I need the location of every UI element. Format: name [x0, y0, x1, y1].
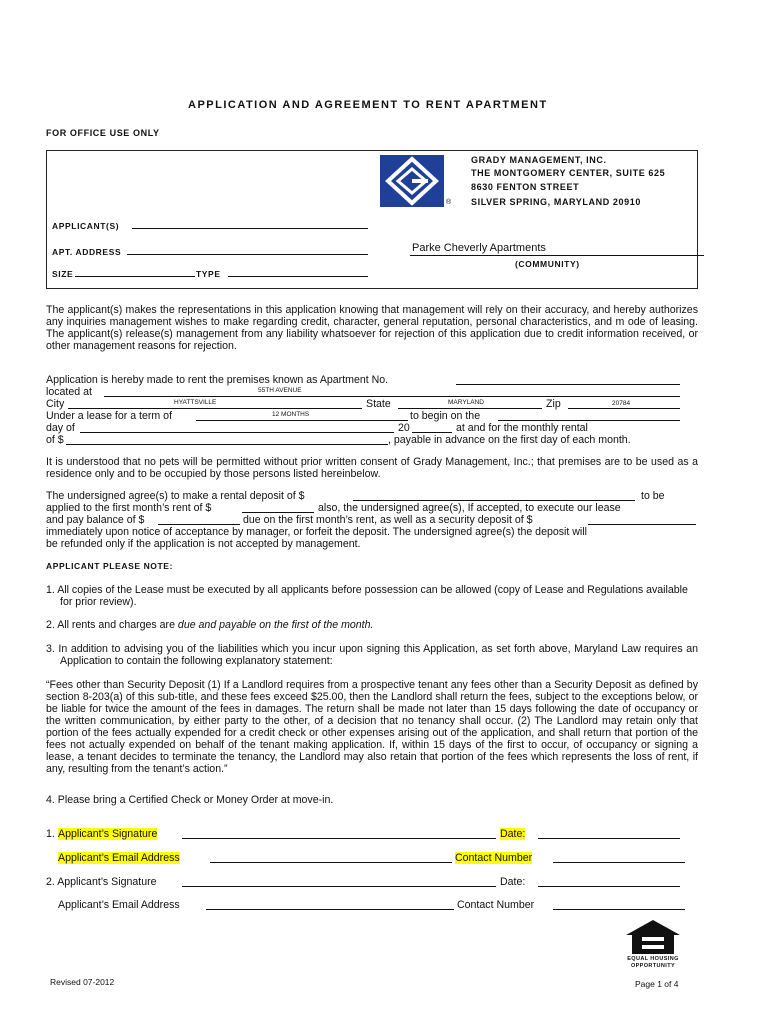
- zip-label: Zip: [546, 398, 561, 410]
- contact-2-label: Contact Number: [457, 899, 535, 911]
- note-3: 3. In addition to advising you of the liabilities which you incur upon signing this Application, as set forth above, Maryland Law requires an Application to contain the following explanatory statement:: [46, 643, 698, 667]
- state-field[interactable]: [398, 408, 542, 409]
- contact-1-label: Contact Number: [455, 852, 533, 864]
- signature-1-date-field[interactable]: [538, 838, 680, 839]
- lease-term-field[interactable]: [196, 420, 408, 421]
- pets-paragraph: It is understood that no pets will be permitted without prior written consent of Grady Management, Inc.; that premises are to be used as a residence only and to be occupied by those persons listed hereinbelow.: [46, 456, 698, 480]
- state-value: MARYLAND: [448, 399, 485, 406]
- contact-1-field[interactable]: [553, 862, 685, 863]
- email-1-label: Applicant’s Email Address: [58, 852, 180, 864]
- community-field[interactable]: [410, 255, 704, 256]
- payable-text: , payable in advance on the first day of each month.: [388, 434, 631, 446]
- deposit-line-2b: also, the undersigned agree(s), If accepted, to execute our lease: [318, 502, 621, 514]
- revised-date: Revised 07-2012: [50, 977, 115, 987]
- premises-line-1: Application is hereby made to rent the premises known as Apartment No.: [46, 374, 389, 386]
- signature-2-field[interactable]: [182, 886, 496, 887]
- eho-line-1: EQUAL HOUSING: [627, 956, 679, 962]
- note-heading: APPLICANT PLEASE NOTE:: [46, 561, 174, 571]
- first-month-rent-field[interactable]: [242, 512, 314, 513]
- rental-label: at and for the monthly rental: [456, 422, 588, 434]
- signature-1-date-label: Date:: [500, 828, 526, 840]
- contact-2-field[interactable]: [553, 909, 685, 910]
- applicants-label: APPLICANT(S): [52, 221, 120, 231]
- signature-2-date-label: Date:: [500, 876, 526, 888]
- note-1: 1. All copies of the Lease must be executed by all applicants before possession can be allowed (copy of Lease and Regulations available for prior review).: [46, 584, 688, 608]
- signature-1-label: Applicant’s Signature: [58, 828, 158, 840]
- zip-field[interactable]: [568, 408, 680, 409]
- note-2-text: 2. All rents and charges are: [46, 619, 178, 631]
- year-prefix: 20: [398, 422, 410, 434]
- grady-logo: [380, 155, 444, 207]
- deposit-line-2a: applied to the first month’s rent of $: [46, 502, 212, 514]
- registered-mark: ®: [446, 199, 452, 206]
- begin-field[interactable]: [498, 420, 680, 421]
- city-value: HYATTSVILLE: [174, 399, 217, 406]
- balance-field[interactable]: [158, 524, 240, 525]
- deposit-line-5: be refunded only if the application is not accepted by management.: [46, 538, 361, 550]
- page-title: APPLICATION AND AGREEMENT TO RENT APARTMENT: [188, 99, 548, 111]
- company-address-1: THE MONTGOMERY CENTER, SUITE 625: [471, 168, 666, 178]
- email-1-field[interactable]: [210, 862, 452, 863]
- maryland-statement: “Fees other than Security Deposit (1) If a Landlord requires from a prospective tenant any fees other than a Security Deposit as defined by section 8-203(a) of this sub-title, and these fees exceed $25.00, then the Landlord shall return the fees, subject to the exceptions below, or be liable for twice the amount of the fees in damages. The return shall be made not later than 15 days following the date of occupancy or the written communication, by either party to the other, of a decision that no tenancy shall occur. (2) The Landlord may retain only that portion of the fees actually expended for a credit check or other expenses arising out of the application, and shall return that portion of the fees not actually expended on behalf of the tenant making application. If, within 15 days of the first to occur, of occupancy or signing a lease, a tenant decides to terminate the tenancy, the Landlord may also retain that portion of the fees which represents the loss of rent, if any, resulting from the tenant’s action.”: [46, 679, 698, 775]
- year-field[interactable]: [412, 432, 452, 433]
- deposit-line-1a: The undersigned agree(s) to make a rental deposit of $: [46, 490, 305, 502]
- community-label: (COMMUNITY): [515, 259, 580, 269]
- deposit-line-3a: and pay balance of $: [46, 514, 145, 526]
- located-at-label: located at: [46, 386, 92, 398]
- lease-term-value: 12 MONTHS: [272, 411, 310, 418]
- email-2-label: Applicant’s Email Address: [58, 899, 180, 911]
- community-value: Parke Cheverly Apartments: [412, 242, 546, 254]
- begin-label: to begin on the: [410, 410, 481, 422]
- email-2-field[interactable]: [206, 909, 454, 910]
- company-address-2: 8630 FENTON STREET: [471, 182, 580, 192]
- equal-housing-house-icon: [624, 919, 682, 955]
- signature-1-field[interactable]: [182, 838, 496, 839]
- company-address-3: SILVER SPRING, MARYLAND 20910: [471, 197, 641, 207]
- apartment-no-field[interactable]: [456, 384, 680, 385]
- state-label: State: [366, 398, 391, 410]
- size-label: SIZE: [52, 269, 74, 279]
- rental-deposit-field[interactable]: [353, 500, 635, 501]
- type-label: TYPE: [196, 269, 221, 279]
- eho-line-2: OPPORTUNITY: [630, 963, 676, 969]
- security-deposit-field[interactable]: [588, 524, 696, 525]
- city-field[interactable]: [68, 408, 362, 409]
- street-value: 55TH AVENUE: [258, 387, 302, 394]
- zip-value: 20784: [612, 400, 631, 407]
- applicants-field[interactable]: [132, 228, 368, 229]
- note-2: [46, 619, 373, 631]
- signature-1-number: 1.: [46, 828, 55, 840]
- deposit-line-3b: due on the first month’s rent, as well as a security deposit of $: [243, 514, 533, 526]
- equal-housing-logo: [624, 919, 682, 971]
- day-of-field[interactable]: [80, 432, 394, 433]
- page-number: Page 1 of 4: [635, 979, 679, 989]
- signature-2-date-field[interactable]: [538, 886, 680, 887]
- grady-g-logo-icon: [380, 155, 444, 207]
- office-use-label: FOR OFFICE USE ONLY: [46, 128, 160, 138]
- apt-address-label: APT. ADDRESS: [52, 247, 122, 257]
- rent-amount-field[interactable]: [66, 444, 388, 445]
- type-field[interactable]: [228, 276, 368, 277]
- deposit-line-1b: to be: [641, 490, 665, 502]
- size-field[interactable]: [75, 276, 195, 277]
- lease-term-label: Under a lease for a term of: [46, 410, 173, 422]
- intro-paragraph: The applicant(s) makes the representations in this application knowing that management will rely on their accuracy, and hereby authorizes any inquiries management wishes to make regarding credit, character, general reputation, personal characteristics, and m ode of leasing. The applicant(s) release(s) management from any liability whatsoever for rejection of this application due to credit information received, or other management reasons for rejection.: [46, 304, 698, 352]
- city-label: City: [46, 398, 65, 410]
- note-4: 4. Please bring a Certified Check or Money Order at move-in.: [46, 794, 334, 806]
- location-field[interactable]: [104, 396, 680, 397]
- signature-2-label: 2. Applicant’s Signature: [46, 876, 157, 888]
- deposit-line-4: immediately upon notice of acceptance by manager, or forfeit the deposit. The undersigned agree(s) the deposit will: [46, 526, 587, 538]
- apt-address-field[interactable]: [127, 254, 368, 255]
- of-dollar-label: of $: [46, 434, 64, 446]
- company-name: GRADY MANAGEMENT, INC.: [471, 155, 607, 165]
- note-2-emphasis: due and payable on the first of the month.: [177, 619, 374, 631]
- day-of-label: day of: [46, 422, 75, 434]
